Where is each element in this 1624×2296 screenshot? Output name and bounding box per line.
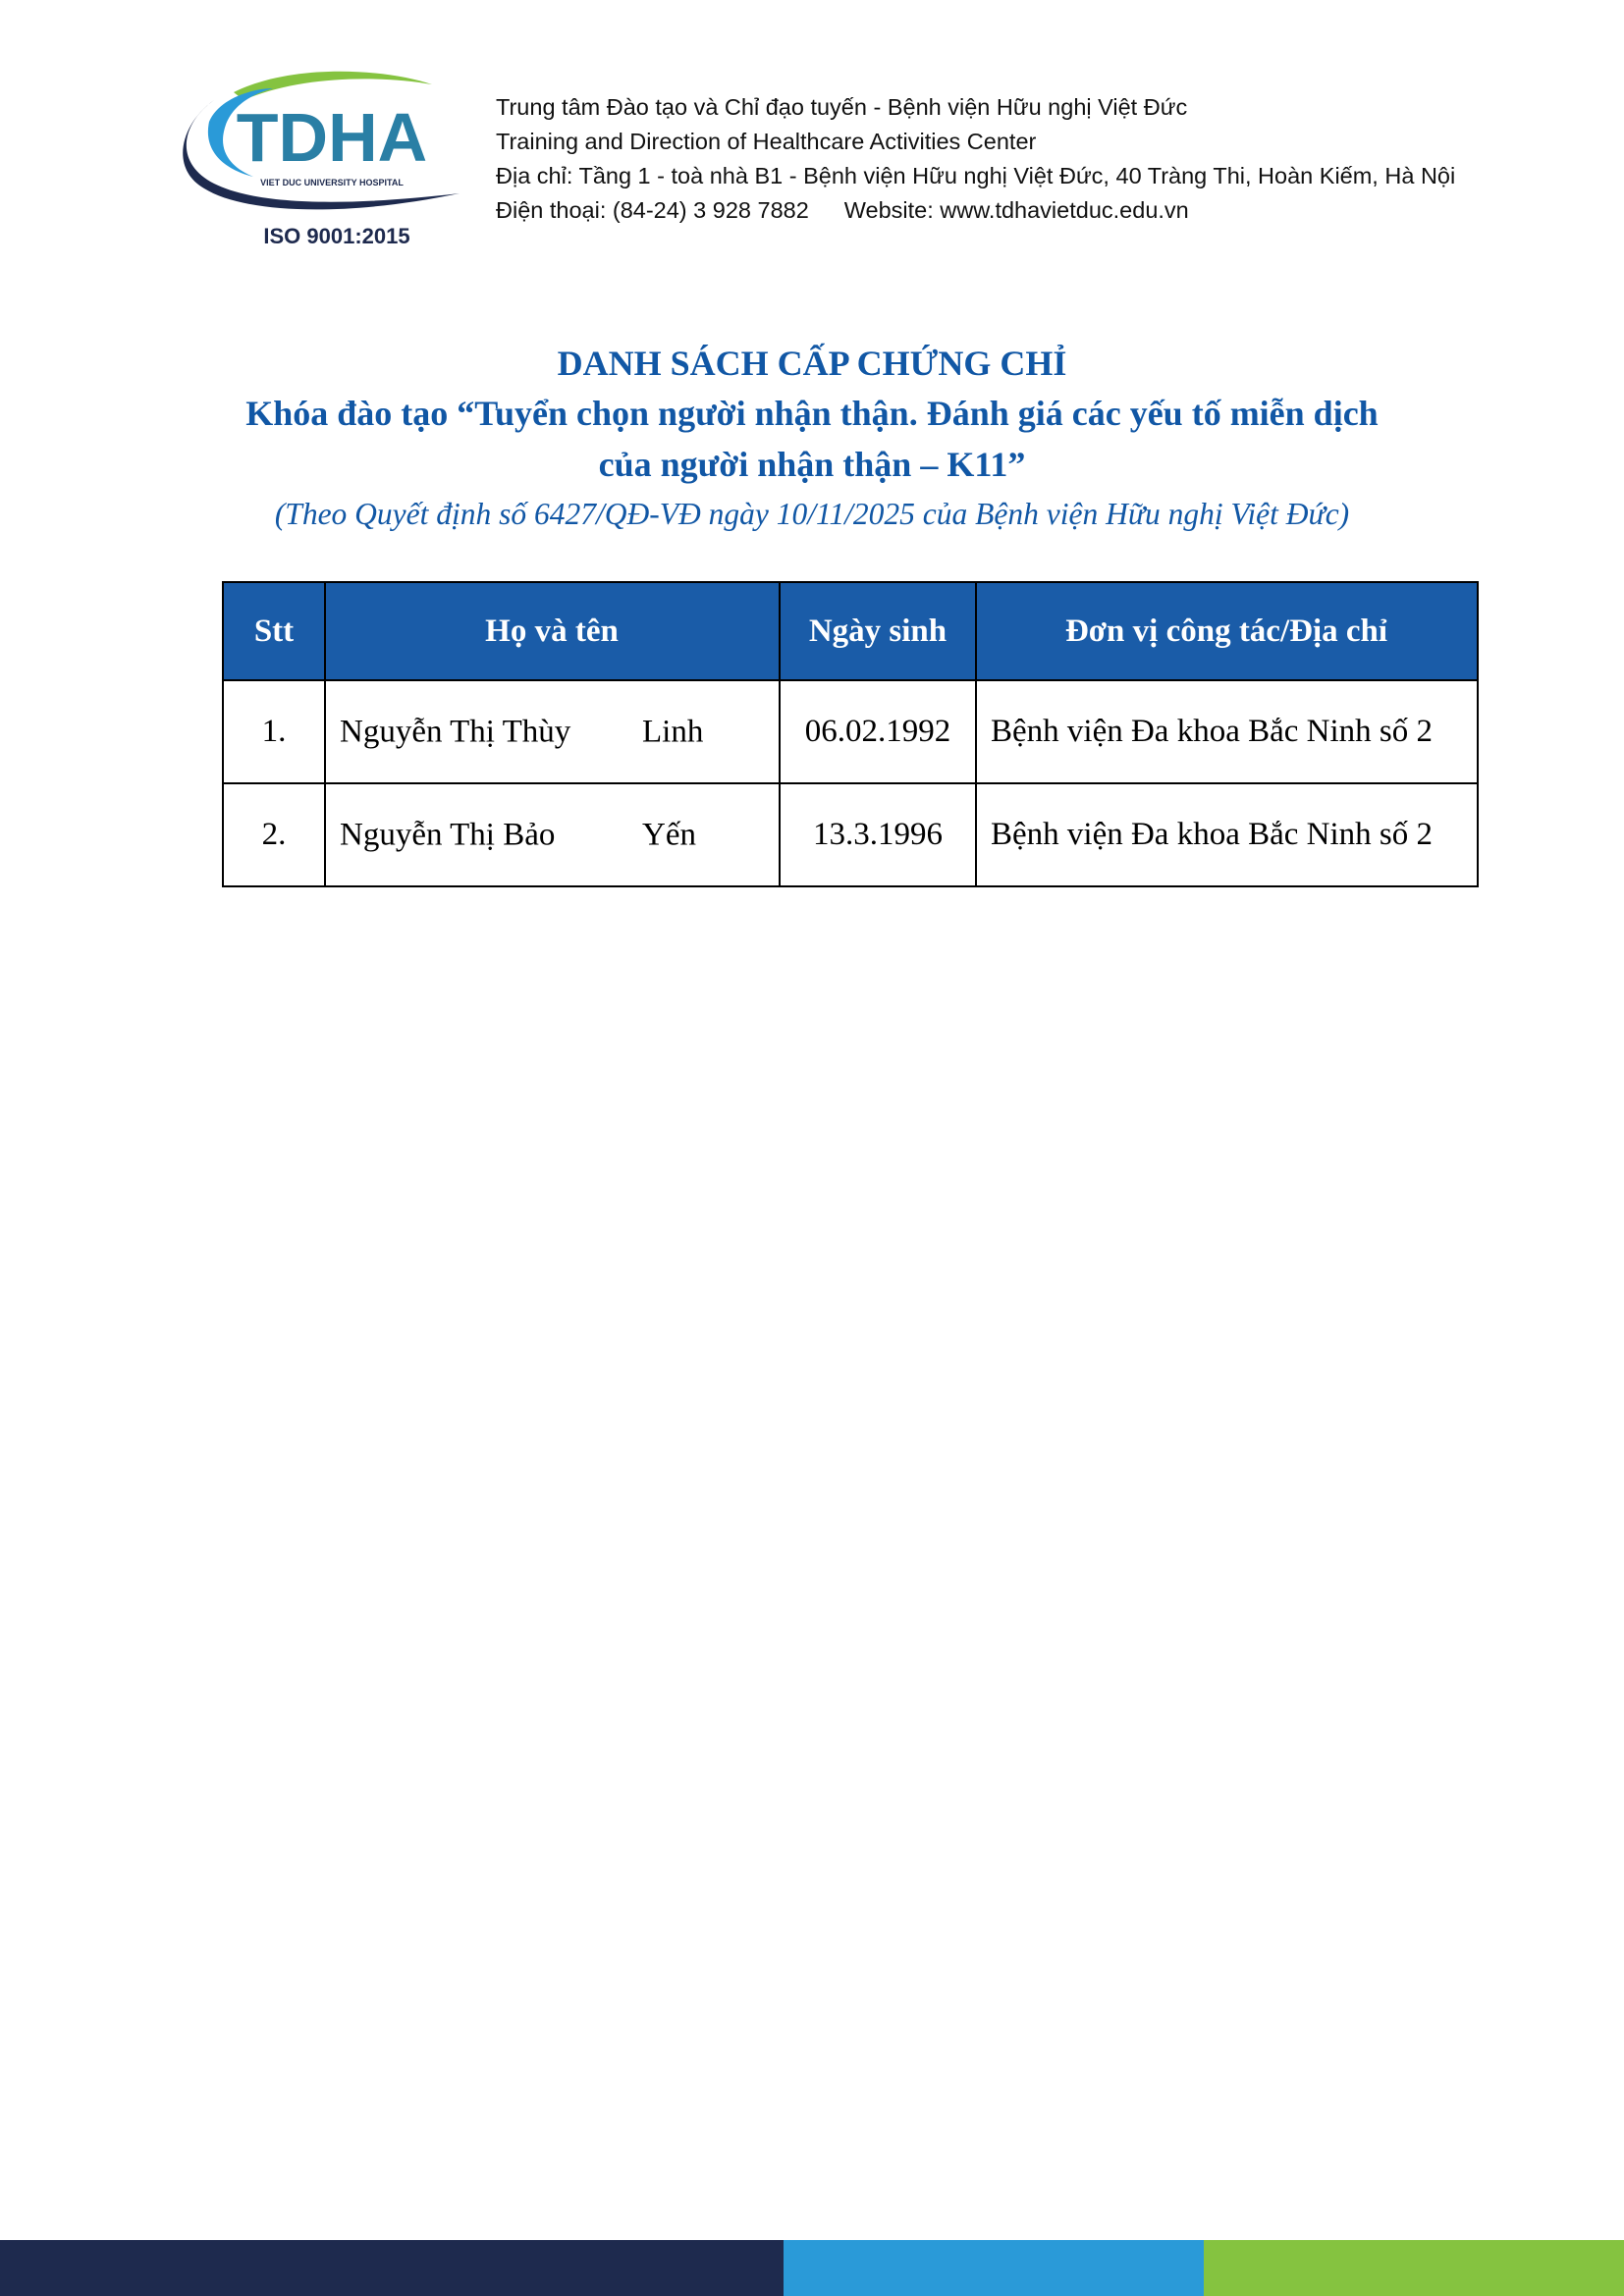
letterhead: [0, 0, 1624, 275]
family-name: Nguyễn Thị Bảo: [340, 817, 556, 852]
header-dob: Ngày sinh: [780, 582, 976, 680]
tdha-logo: [175, 71, 469, 257]
decision-reference: (Theo Quyết định số 6427/QĐ-VĐ ngày 10/11/2025 của Bệnh viện Hữu nghị Việt Đức): [274, 497, 1350, 531]
contact-line: [496, 193, 1455, 228]
center-address: Địa chỉ: Tầng 1 - toà nhà B1 - Bệnh viện Hữu nghị Việt Đức, 40 Tràng Thi, Hoàn Kiếm, Hà Nội: [496, 163, 1456, 188]
website-link[interactable]: Website: www.tdhavietduc.edu.vn: [843, 197, 1189, 223]
header-name: Họ và tên: [325, 582, 780, 680]
table-header-row: [223, 582, 1478, 680]
logo-tagline: VIET DUC UNIVERSITY HOSPITAL: [260, 178, 404, 187]
center-name-vi: Trung tâm Đào tạo và Chỉ đạo tuyến - Bệnh viện Hữu nghị Việt Đức: [496, 94, 1188, 120]
cell-dob: 13.3.1996: [780, 783, 976, 886]
cell-stt: 1.: [223, 680, 325, 783]
cell-unit: Bệnh viện Đa khoa Bắc Ninh số 2: [976, 783, 1478, 886]
table-row: [223, 680, 1478, 783]
logo-iso: ISO 9001:2015: [263, 224, 410, 248]
cell-dob: 06.02.1992: [780, 680, 976, 783]
course-title-line1: Khóa đào tạo “Tuyển chọn người nhận thận. Đánh giá các yếu tố miễn dịch: [245, 394, 1379, 433]
header-stt: Stt: [223, 582, 325, 680]
cell-name: [325, 680, 780, 783]
document-title: DANH SÁCH CẤP CHỨNG CHỈ: [557, 344, 1067, 383]
document-title-block: [0, 339, 1624, 539]
certificate-table: [222, 581, 1479, 887]
phone-text: Điện thoại: (84-24) 3 928 7882: [496, 197, 809, 223]
given-name: Linh: [642, 714, 704, 749]
footer-color-bar: [0, 2240, 1624, 2296]
logo-wordmark: TDHA: [236, 99, 428, 176]
family-name: Nguyễn Thị Thùy: [340, 714, 571, 749]
cell-name: [325, 783, 780, 886]
center-info: [496, 90, 1455, 228]
course-title-line2: của người nhận thận – K11”: [598, 445, 1026, 484]
cell-stt: 2.: [223, 783, 325, 886]
table-row: [223, 783, 1478, 886]
center-name-en: Training and Direction of Healthcare Activities Center: [496, 129, 1037, 154]
footer-bar-green: [1204, 2240, 1624, 2296]
footer-bar-blue: [784, 2240, 1204, 2296]
header-unit: Đơn vị công tác/Địa chỉ: [976, 582, 1478, 680]
cell-unit: Bệnh viện Đa khoa Bắc Ninh số 2: [976, 680, 1478, 783]
footer-bar-navy: [0, 2240, 784, 2296]
tdha-logo-image: [175, 71, 469, 257]
given-name: Yến: [642, 817, 696, 852]
